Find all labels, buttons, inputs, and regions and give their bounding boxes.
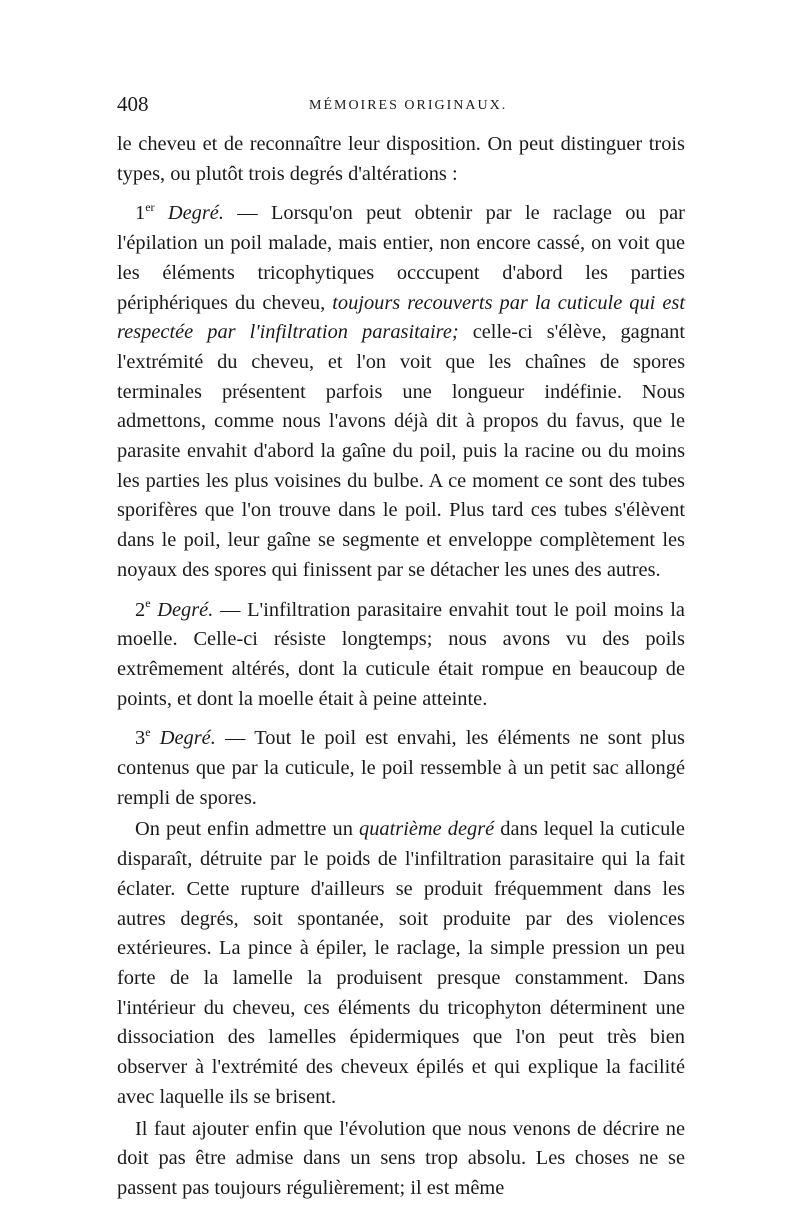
degree-2-ordinal: e <box>145 595 151 610</box>
fourth-degree-text-a: On peut enfin admettre un <box>135 818 353 841</box>
paragraph-degree-3 <box>117 724 685 813</box>
conclusion-text: Il faut ajouter enfin que l'évolution que nous venons de décrire ne doit pas être admise dans un sens trop absolu. Les choses ne se passent pas toujours régulièrement; il est même <box>117 1117 685 1199</box>
paragraph-degree-2 <box>117 596 685 715</box>
degree-3-ordinal: e <box>145 724 151 739</box>
running-head: MÉMOIRES ORIGINAUX. <box>309 98 508 113</box>
degree-1-label: Degré. <box>167 202 224 225</box>
paragraph-degree-1 <box>117 199 685 585</box>
degree-1-ordinal: er <box>145 199 155 214</box>
degree-3-number: 3 <box>135 727 146 750</box>
degree-1-text-a: — Lorsqu'on peut obtenir par le raclage ou par l'épilation un poil malade, mais entier, non encore cassé, on voit que les éléments tricophytiques occcupent d'abord les parties périphériques du cheveu, <box>117 202 685 314</box>
paragraph-intro <box>117 130 685 189</box>
page-number: 408 <box>117 92 149 116</box>
body-text <box>117 130 685 1204</box>
fourth-degree-text-b: dans lequel la cuticule disparaît, détruite par le poids de l'infiltration parasitaire qui la fait éclater. Cette rupture d'ailleurs se produit fréquemment dans les autres degrés, soit spontanée, soit produite par des violences extérieures. La pince à épiler, le raclage, la simple pression un peu forte de la lamelle la produisent presque constamment. Dans l'intérieur du cheveu, ces éléments du tricophyton déterminent une dissociation des lamelles épidermiques que l'on peut très bien observer à l'extrémité des cheveux épilés et qui explique la facilité avec laquelle ils se brisent. <box>117 818 685 1108</box>
degree-3-text: — Tout le poil est envahi, les éléments ne sont plus contenus que par la cuticule, le poil ressemble à un petit sac allongé rempli de spores. <box>117 727 685 809</box>
degree-2-number: 2 <box>135 598 146 621</box>
degree-1-number: 1 <box>135 202 146 225</box>
intro-text: le cheveu et de reconnaître leur disposition. On peut distinguer trois types, ou plutôt trois degrés d'altérations : <box>117 133 685 185</box>
page-header <box>117 92 687 122</box>
degree-3-label: Degré. <box>159 727 216 750</box>
degree-2-text: — L'infiltration parasitaire envahit tout le poil moins la moelle. Celle-ci résiste longtemps; nous avons vu des poils extrêmement altérés, dont la cuticule était rompue en beaucoup de points, et dont la moelle était à peine atteinte. <box>117 598 685 710</box>
degree-2-label: Degré. <box>157 598 214 621</box>
degree-1-italic: toujours recouverts par la cuticule qui est respectée par l'infiltration parasitaire; <box>117 291 685 344</box>
fourth-degree-italic: quatrième degré <box>359 818 495 841</box>
paragraph-conclusion <box>117 1115 685 1204</box>
paragraph-fourth-degree <box>117 815 685 1112</box>
degree-1-text-b: celle-ci s'élève, gagnant l'extrémité du cheveu, et l'on voit que les chaînes de spores terminales présentent parfois une longueur indéfinie. Nous admettons, comme nous l'avons déjà dit à propos du favus, que le parasite envahit d'abord la gaîne du poil, puis la racine ou du moins les parties les plus voisines du bulbe. A ce moment ce sont des tubes sporifères que l'on trouve dans le poil. Plus tard ces tubes s'élèvent dans le poil, leur gaîne se segmente et enveloppe complètement les noyaux des spores qui finissent par se détacher les unes des autres. <box>117 321 685 581</box>
